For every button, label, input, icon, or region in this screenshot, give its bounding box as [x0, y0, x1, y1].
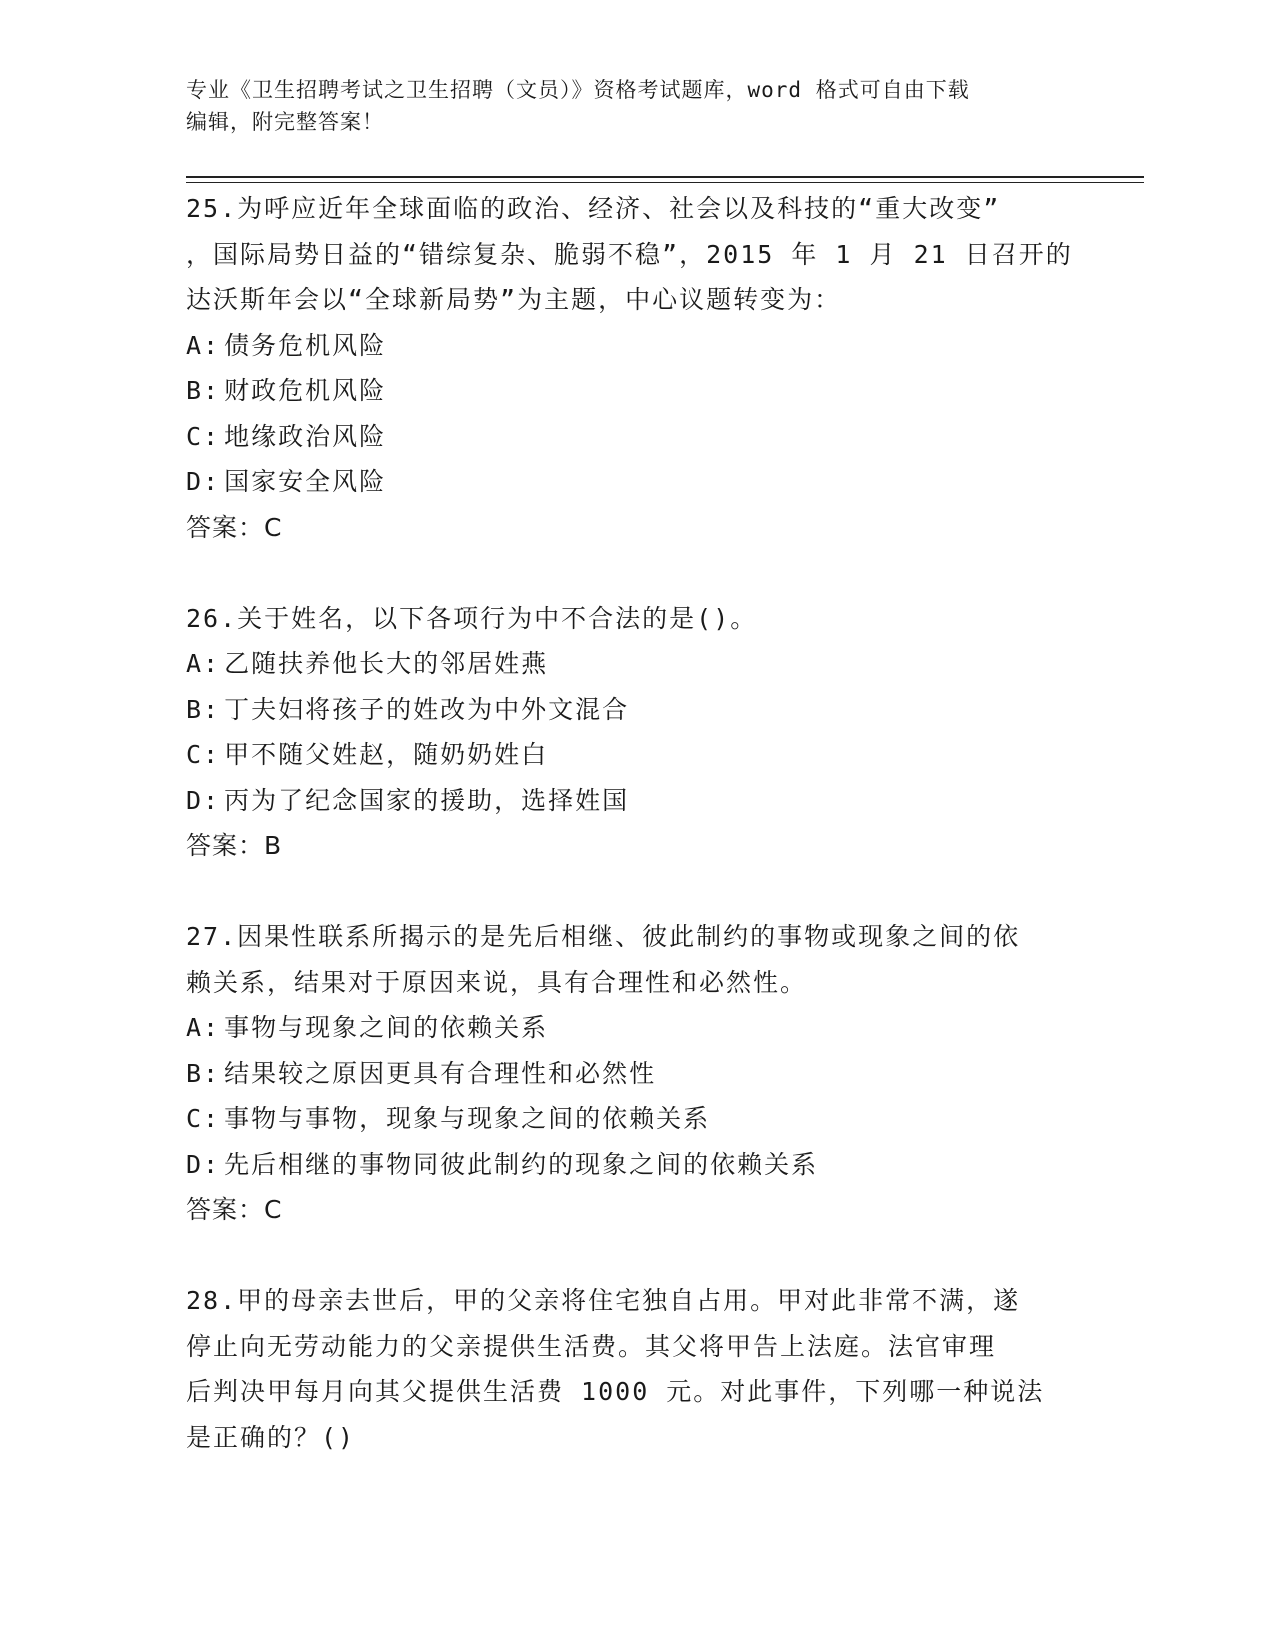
option-a — [186, 323, 1086, 369]
option-text: 债务危机风险 — [224, 330, 387, 360]
option-text: 丁夫妇将孩子的姓改为中外文混合 — [224, 694, 630, 724]
option-text: 丙为了纪念国家的援助，选择姓国 — [224, 785, 630, 815]
option-letter: C: — [186, 421, 221, 451]
question-25 — [186, 186, 1086, 550]
option-letter: D: — [186, 467, 221, 496]
option-letter: B: — [186, 1058, 221, 1088]
option-text: 事物与现象之间的依赖关系 — [224, 1013, 549, 1042]
question-stem-line: 后判决甲每月向其父提供生活费 1000 元。对此事件，下列哪一种说法 — [186, 1377, 1045, 1406]
option-text: 甲不随父姓赵，随奶奶姓白 — [224, 740, 549, 769]
option-c — [186, 414, 1086, 460]
question-stem-line: 28.甲的母亲去世后，甲的父亲将住宅独自占用。甲对此非常不满，遂 — [186, 1286, 1021, 1315]
header-line-2: 编辑，附完整答案！ — [186, 110, 384, 134]
option-text: 事物与事物，现象与现象之间的依赖关系 — [224, 1104, 711, 1133]
question-list — [186, 186, 1086, 1460]
option-a — [186, 1005, 1086, 1051]
header-divider-thin — [186, 182, 1144, 183]
option-letter: A: — [186, 649, 221, 678]
option-letter: B: — [186, 694, 221, 724]
option-text: 财政危机风险 — [224, 376, 387, 405]
option-text: 结果较之原因更具有合理性和必然性 — [224, 1058, 657, 1088]
option-letter: C: — [186, 740, 221, 769]
header-divider-thick — [186, 176, 1144, 178]
question-stem-line: 达沃斯年会以“全球新局势”为主题，中心议题转变为： — [186, 285, 842, 314]
document-header — [186, 74, 1066, 138]
option-text: 国家安全风险 — [224, 467, 387, 496]
option-letter: C: — [186, 1104, 221, 1133]
question-26 — [186, 596, 1086, 869]
spacer — [186, 869, 1086, 915]
option-text: 乙随扶养他长大的邻居姓燕 — [224, 649, 549, 678]
option-d — [186, 778, 1086, 824]
question-stem-line: 停止向无劳动能力的父亲提供生活费。其父将甲告上法庭。法官审理 — [186, 1331, 997, 1361]
option-b — [186, 368, 1086, 414]
option-d — [186, 1142, 1086, 1188]
option-d — [186, 459, 1086, 505]
option-letter: D: — [186, 785, 221, 815]
answer-line: 答案：C — [186, 1195, 283, 1224]
question-stem-line: 27.因果性联系所揭示的是先后相继、彼此制约的事物或现象之间的依 — [186, 922, 1021, 951]
question-stem-line: 赖关系，结果对于原因来说，具有合理性和必然性。 — [186, 967, 808, 997]
option-letter: B: — [186, 376, 221, 405]
question-stem-line: 是正确的？() — [186, 1422, 356, 1452]
answer-line: 答案：C — [186, 512, 283, 542]
question-stem-line: 25.为呼应近年全球面临的政治、经济、社会以及科技的“重大改变” — [186, 194, 1001, 223]
answer-line: 答案：B — [186, 831, 283, 860]
question-stem-line: 26.关于姓名，以下各项行为中不合法的是()。 — [186, 603, 758, 633]
option-c — [186, 1096, 1086, 1142]
option-a — [186, 641, 1086, 687]
spacer — [186, 550, 1086, 596]
option-b — [186, 1051, 1086, 1097]
option-letter: A: — [186, 1013, 221, 1042]
option-letter: D: — [186, 1149, 221, 1179]
spacer — [186, 1233, 1086, 1279]
option-b — [186, 687, 1086, 733]
question-28 — [186, 1278, 1086, 1460]
option-text: 地缘政治风险 — [224, 421, 387, 451]
option-text: 先后相继的事物同彼此制约的现象之间的依赖关系 — [224, 1149, 819, 1179]
header-line-1: 专业《卫生招聘考试之卫生招聘（文员）》资格考试题库，word 格式可自由下载 — [186, 78, 970, 102]
option-letter: A: — [186, 330, 221, 360]
question-stem-line: ，国际局势日益的“错综复杂、脆弱不稳”，2015 年 1 月 21 日召开的 — [186, 239, 1073, 269]
question-27 — [186, 914, 1086, 1233]
option-c — [186, 732, 1086, 778]
